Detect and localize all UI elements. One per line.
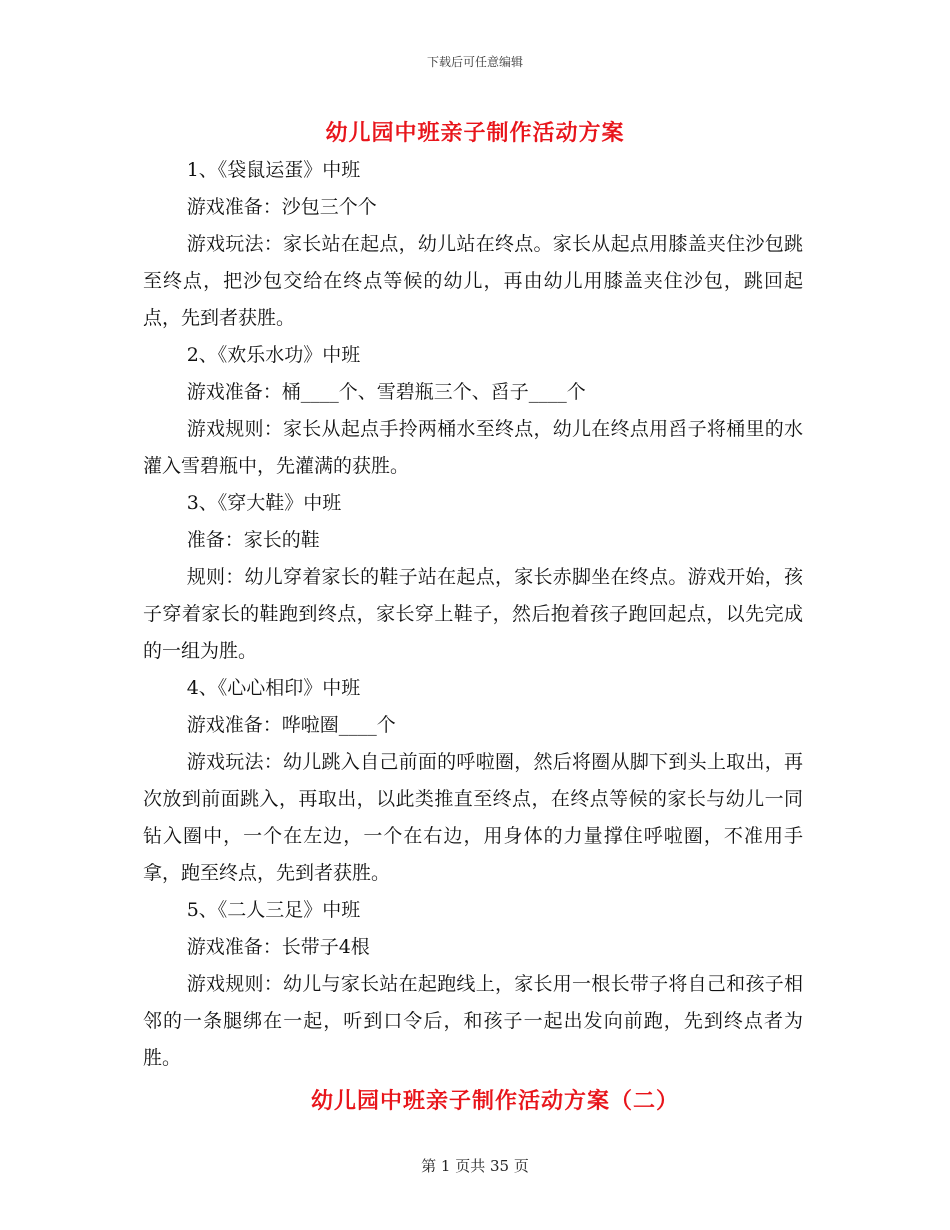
paragraph: 游戏玩法：家长站在起点，幼儿站在终点。家长从起点用膝盖夹住沙包跳至终点，把沙包交给在终点等候的幼儿，再由幼儿用膝盖夹住沙包，跳回起点，先到者获胜。 — [143, 233, 803, 329]
paragraph: 规则：幼儿穿着家长的鞋子站在起点，家长赤脚坐在终点。游戏开始，孩子穿着家长的鞋跑到终点，家长穿上鞋子，然后抱着孩子跑回起点，以先完成的一组为胜。 — [143, 566, 803, 662]
document-title-2: 幼儿园中班亲子制作活动方案（二） — [310, 1088, 679, 1114]
section-heading-5: 5、《二人三足》中班 — [186, 899, 361, 921]
document-body — [143, 152, 803, 1077]
paragraph: 游戏规则：幼儿与家长站在起跑线上，家长用一根长带子将自己和孩子相邻的一条腿绑在一起，听到口令后，和孩子一起出发向前跑，先到终点者为胜。 — [143, 973, 803, 1069]
paragraph: 游戏准备：长带子4根 — [186, 936, 370, 958]
paragraph: 准备：家长的鞋 — [186, 529, 320, 551]
page-header: 下载后可任意编辑 — [426, 55, 523, 69]
section-heading-4: 4、《心心相印》中班 — [186, 677, 361, 699]
document-title: 幼儿园中班亲子制作活动方案 — [325, 120, 625, 146]
page-footer: 第 1 页共 35 页 — [421, 1157, 529, 1175]
paragraph: 游戏准备：桶____个、雪碧瓶三个、舀子____个 — [186, 381, 586, 403]
section-heading-1: 1、《袋鼠运蛋》中班 — [186, 159, 361, 181]
paragraph: 游戏规则：家长从起点手拎两桶水至终点，幼儿在终点用舀子将桶里的水灌入雪碧瓶中，先灌满的获胜。 — [143, 418, 803, 477]
paragraph: 游戏玩法：幼儿跳入自己前面的呼啦圈，然后将圈从脚下到头上取出，再次放到前面跳入，再取出，以此类推直至终点，在终点等候的家长与幼儿一同钻入圈中，一个在左边，一个在右边，用身体的力量撑住呼啦圈，不准用手拿，跑至终点，先到者获胜。 — [143, 751, 803, 884]
section-heading-2: 2、《欢乐水功》中班 — [186, 344, 361, 366]
paragraph: 游戏准备：沙包三个个 — [186, 196, 377, 218]
paragraph: 游戏准备：哗啦圈____个 — [186, 714, 396, 736]
section-heading-3: 3、《穿大鞋》中班 — [186, 492, 342, 514]
